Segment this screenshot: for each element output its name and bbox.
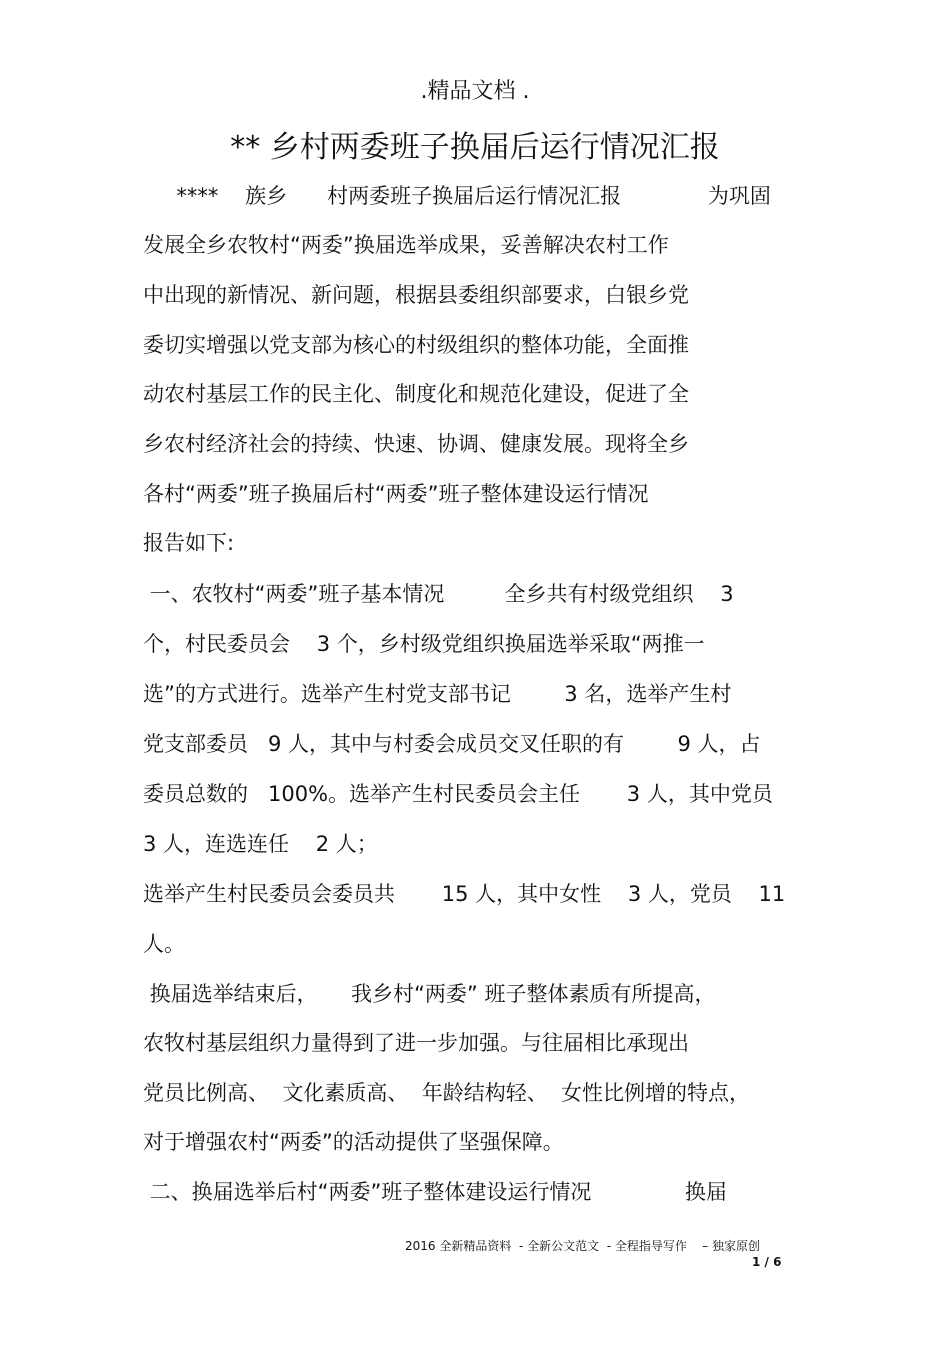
body-line: 乡农村经济社会的持续、快速、协调、健康发展。现将全乡 <box>143 432 689 456</box>
document-title: ** 乡村两委班子换届后运行情况汇报 <box>230 130 720 165</box>
body-line: 人。 <box>143 932 185 956</box>
page-header: .精品文档 . <box>420 79 530 104</box>
section-heading-line: 一、农牧村“两委”班子基本情况 全乡共有村级党组织 3 <box>143 582 734 606</box>
body-line: 选”的方式进行。选举产生村党支部书记 3 名，选举产生村 <box>143 682 732 706</box>
body-line: 党员比例高、 文化素质高、 年龄结构轻、 女性比例增的特点， <box>143 1081 751 1105</box>
body-line: 选举产生村民委员会委员共 15 人，其中女性 3 人，党员 11 <box>143 882 786 906</box>
page-footer: 2016 全新精品资料 - 全新公文范文 - 全程指导写作 – 独家原创 <box>405 1239 760 1253</box>
body-line: 报告如下: <box>143 531 235 555</box>
body-line: 3 人，连选连任 2 人； <box>143 832 378 856</box>
body-line: 动农村基层工作的民主化、制度化和规范化建设，促进了全 <box>143 382 689 406</box>
body-line: 换届选举结束后， 我乡村“两委” 班子整体素质有所提高， <box>143 982 716 1006</box>
body-line: 各村“两委”班子换届后村“两委”班子整体建设运行情况 <box>143 482 649 506</box>
body-line: 中出现的新情况、新问题，根据县委组织部要求，白银乡党 <box>143 283 689 307</box>
body-line: 发展全乡农牧村“两委”换届选举成果，妥善解决农村工作 <box>143 233 669 257</box>
section-heading-line: 二、换届选举后村“两委”班子整体建设运行情况 换届 <box>143 1180 727 1204</box>
body-line: **** 族乡 村两委班子换届后运行情况汇报 为巩固 <box>143 184 771 208</box>
page-number: 1 / 6 <box>752 1255 782 1269</box>
body-line: 农牧村基层组织力量得到了进一步加强。与往届相比承现出 <box>143 1031 689 1055</box>
body-line: 对于增强农村“两委”的活动提供了坚强保障。 <box>143 1130 564 1154</box>
body-line: 委切实增强以党支部为核心的村级组织的整体功能，全面推 <box>143 333 689 357</box>
body-line: 个，村民委员会 3 个，乡村级党组织换届选举采取“两推一 <box>143 632 705 656</box>
body-line: 党支部委员 9 人，其中与村委会成员交叉任职的有 9 人，占 <box>143 732 761 756</box>
body-line: 委员总数的 100%。选举产生村民委员会主任 3 人，其中党员 <box>143 782 773 806</box>
